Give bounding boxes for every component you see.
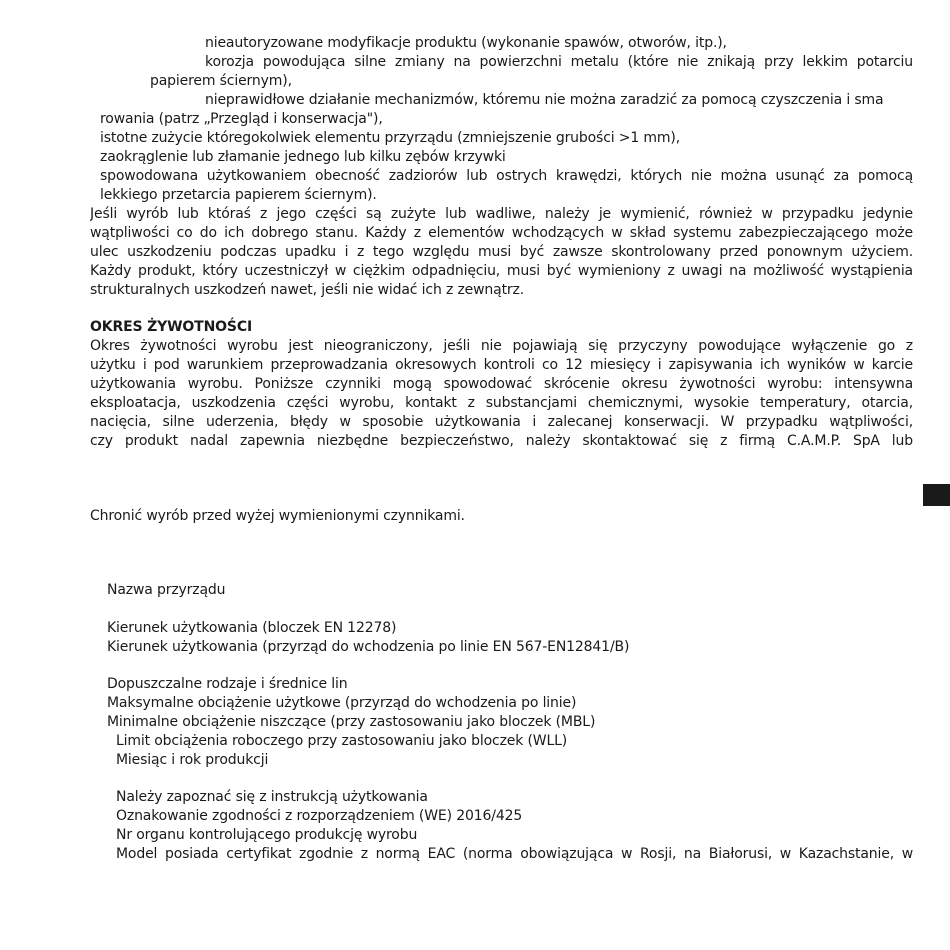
list-line-corrosion-cont: papierem ściernym), bbox=[150, 73, 292, 89]
legend-item-mbl: Minimalne obciążenie niszczące (przy zastosowaniu jako bloczek (MBL) bbox=[107, 714, 596, 730]
legend-item-eac-certificate: Model posiada certyfikat zgodnie z normą EAC (norma obowiązująca w Rosji, na Białorusi, w Kazachstanie, w bbox=[116, 846, 913, 862]
legend-item-conformity-marking: Oznakowanie zgodności z rozporządzeniem (WE) 2016/425 bbox=[116, 808, 523, 824]
list-line-cam-teeth: zaokrąglenie lub złamanie jednego lub kilku zębów krzywki bbox=[100, 149, 506, 165]
legend-item-read-instructions: Należy zapoznać się z instrukcją użytkowania bbox=[116, 789, 428, 805]
list-line-corrosion: korozja powodująca silne zmiany na powierzchni metalu (które nie znikają przy lekkim potarciu bbox=[205, 54, 913, 70]
paragraph-replacement-line: Jeśli wyrób lub któraś z jego części są zużyte lub wadliwe, należy je wymienić, również w przypadku jedynie bbox=[90, 206, 913, 222]
paragraph-replacement-line: wątpliwości co do ich dobrego stanu. Każdy z elementów wchodzących w skład systemu zabezpieczającego może bbox=[90, 225, 913, 241]
page-tab-marker bbox=[923, 484, 950, 506]
legend-item-max-load: Maksymalne obciążenie użytkowe (przyrząd do wchodzenia po linie) bbox=[107, 695, 577, 711]
legend-item-direction-pulley: Kierunek użytkowania (bloczek EN 12278) bbox=[107, 620, 397, 636]
paragraph-lifespan-line: użytku i pod warunkiem przeprowadzania okresowych kontroli co 12 miesięcy i zapisywania ich wyników w karcie bbox=[90, 357, 913, 373]
paragraph-lifespan-line: Okres żywotności wyrobu jest nieograniczony, jeśli nie pojawiają się przyczyny powodujące wyłączenie go z bbox=[90, 338, 913, 354]
section-heading-lifespan: OKRES ŻYWOTNOŚCI bbox=[90, 319, 253, 335]
legend-item-rope-types: Dopuszczalne rodzaje i średnice lin bbox=[107, 676, 348, 692]
paragraph-replacement-line: Każdy produkt, który uczestniczył w ciężkim odpadnięciu, musi być wymieniony z uwagi na możliwość wystąpienia bbox=[90, 263, 913, 279]
legend-item-production-date: Miesiąc i rok produkcji bbox=[116, 752, 269, 768]
legend-item-notified-body: Nr organu kontrolującego produkcję wyrobu bbox=[116, 827, 418, 843]
paragraph-lifespan-line: czy produkt nadal zapewnia niezbędne bezpieczeństwo, należy skontaktować się z firmą C.A.M.P. SpA lub bbox=[90, 433, 913, 449]
legend-item-device-name: Nazwa przyrządu bbox=[107, 582, 226, 598]
protect-statement: Chronić wyrób przed wyżej wymienionymi czynnikami. bbox=[90, 508, 465, 524]
paragraph-replacement-line: ulec uszkodzeniu podczas upadku i z tego względu musi być zawsze skontrolowany przed ponownym użyciem. bbox=[90, 244, 913, 260]
list-line-mechanism-cont: rowania (patrz „Przegląd i konserwacja"), bbox=[100, 111, 383, 127]
list-line-unauthorized-modifications: nieautoryzowane modyfikacje produktu (wykonanie spawów, otworów, itp.), bbox=[205, 35, 727, 51]
legend-item-direction-ascender: Kierunek użytkowania (przyrząd do wchodzenia po linie EN 567-EN12841/B) bbox=[107, 639, 630, 655]
list-line-burrs-cont: lekkiego przetarcia papierem ściernym). bbox=[100, 187, 377, 203]
paragraph-lifespan-line: użytkowania wyrobu. Poniższe czynniki mogą spowodować skrócenie okresu żywotności wyrobu: intensywna bbox=[90, 376, 913, 392]
list-line-mechanism-malfunction: nieprawidłowe działanie mechanizmów, któremu nie można zaradzić za pomocą czyszczenia i sma bbox=[205, 92, 884, 108]
list-line-burrs: spowodowana użytkowaniem obecność zadziorów lub ostrych krawędzi, których nie można usunąć za pomocą bbox=[100, 168, 913, 184]
paragraph-replacement-line: strukturalnych uszkodzeń nawet, jeśli nie widać ich z zewnątrz. bbox=[90, 282, 525, 298]
legend-item-wll: Limit obciążenia roboczego przy zastosowaniu jako bloczek (WLL) bbox=[116, 733, 568, 749]
paragraph-lifespan-line: nacięcia, silne uderzenia, błędy w sposobie użytkowania i zalecanej konserwacji. W przypadku wątpliwości, bbox=[90, 414, 913, 430]
list-line-wear: istotne zużycie któregokolwiek elementu przyrządu (zmniejszenie grubości >1 mm), bbox=[100, 130, 681, 146]
paragraph-lifespan-line: eksploatacja, uszkodzenia części wyrobu, kontakt z substancjami chemicznymi, wysokie temperatury, otarcia, bbox=[90, 395, 913, 411]
